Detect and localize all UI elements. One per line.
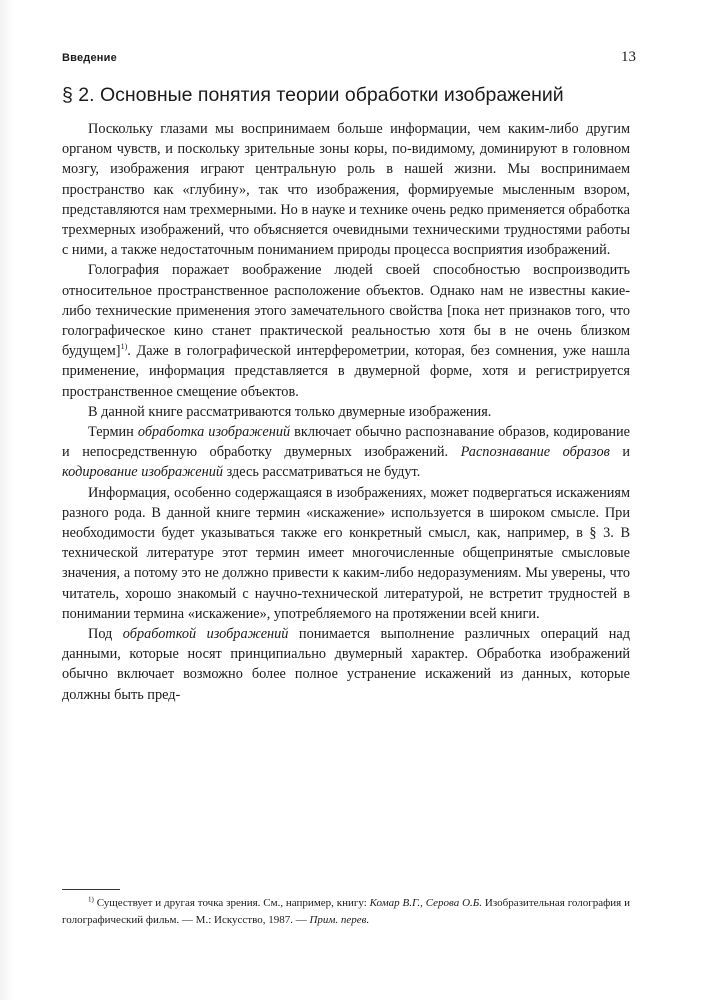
paragraph-5: Информация, особенно содержащаяся в изображениях, может подвергаться искажениям разного рода. В данной книге термин «искажение» используется в широком смысле. При необходимости будет указываться также его конкретный смысл, как, например, в § 3. В технической литературе этот термин имеет многочисленные общепринятые смысловые значения, а потому это не должно привести к каким-либо недоразумениям. Мы уверены, что читатель, хорошо знакомый с научно-технической литературой, не встретит трудностей в понимании термина «искажение», употребляемого на протяжении всей книги. [62, 484, 630, 622]
paragraph-6-text-a: Под [88, 626, 123, 643]
page-number: 13 [621, 49, 636, 65]
footnote [62, 895, 630, 929]
footnote-translator-note: Прим. перев. [309, 914, 370, 926]
paragraph-4-text-c: и [609, 444, 630, 461]
body-text [62, 119, 630, 705]
footnote-authors: Комар В.Г., Серова О.Б. [369, 897, 483, 909]
footnote-mark: 1) [88, 895, 94, 904]
term-image-processing: обработка изображений [137, 424, 291, 441]
paragraph-4-text-d: здесь рассматриваться не будут. [223, 464, 421, 481]
footnote-divider [62, 889, 120, 890]
paragraph-6 [62, 624, 630, 705]
paragraph-2-text-a: Голография поражает воображение людей своей способностью воспроизводить относительное пространственное расположение объектов. Однако нам не известны какие-либо технические применения этого замечательного свойства [пока нет признаков того, что голографическое кино станет практической реальностью хотя бы в не очень близком будущем] [62, 262, 630, 360]
term-pattern-recognition: Распознавание образов [460, 444, 610, 461]
term-image-coding: кодирование изображений [62, 464, 224, 481]
paragraph-2-text-b: . Даже в голографической интерферометрии, которая, без сомнения, уже нашла применение, информация представляется в двумерной форме, хотя и регистрируется пространственное смещение объектов. [62, 343, 630, 400]
footnote-text-a: Существует и другая точка зрения. См., например, книгу: [93, 897, 370, 909]
footnote-text-b: Изобразительная голография и голографический фильм. — М.: Искусство, 1987. — [62, 897, 630, 926]
footnote-reference: 1) [120, 342, 128, 352]
running-head: Введение [62, 52, 117, 64]
paragraph-4-text-b: включает обычно распознавание образов, кодирование и непосредственную обработку двумерных изображений. [62, 424, 630, 461]
paragraph-4-text-a: Термин [88, 424, 138, 441]
paragraph-2 [62, 260, 630, 401]
term-image-processing-definition: обработкой изображений [122, 626, 289, 643]
section-title: § 2. Основные понятия теории обработки изображений [62, 84, 564, 106]
paragraph-6-text-b: понимается выполнение различных операций над данными, которые носят принципиально двумерный характер. Обработка изображений обычно включает возможно более полное устранение искажений из данных, которые должны быть пред- [62, 626, 630, 703]
paragraph-3: В данной книге рассматриваются только двумерные изображения. [88, 403, 492, 420]
scan-edge-shadow [0, 0, 14, 1000]
paragraph-4 [62, 422, 630, 483]
paragraph-1: Поскольку глазами мы воспринимаем больше информации, чем каким-либо другим органом чувств, и поскольку зрительные зоны коры, по-видимому, доминируют в головном мозгу, изображения играют центральную роль в нашей жизни. Мы воспринимаем пространство как «глубину», так что изображения, формируемые мысленным взором, представляются нам трехмерными. Но в науке и технике очень редко применяется обработка трехмерных изображений, что объясняется очевидными техническими трудностями работы с ними, а также недостаточным пониманием природы процесса восприятия изображений. [62, 121, 630, 259]
